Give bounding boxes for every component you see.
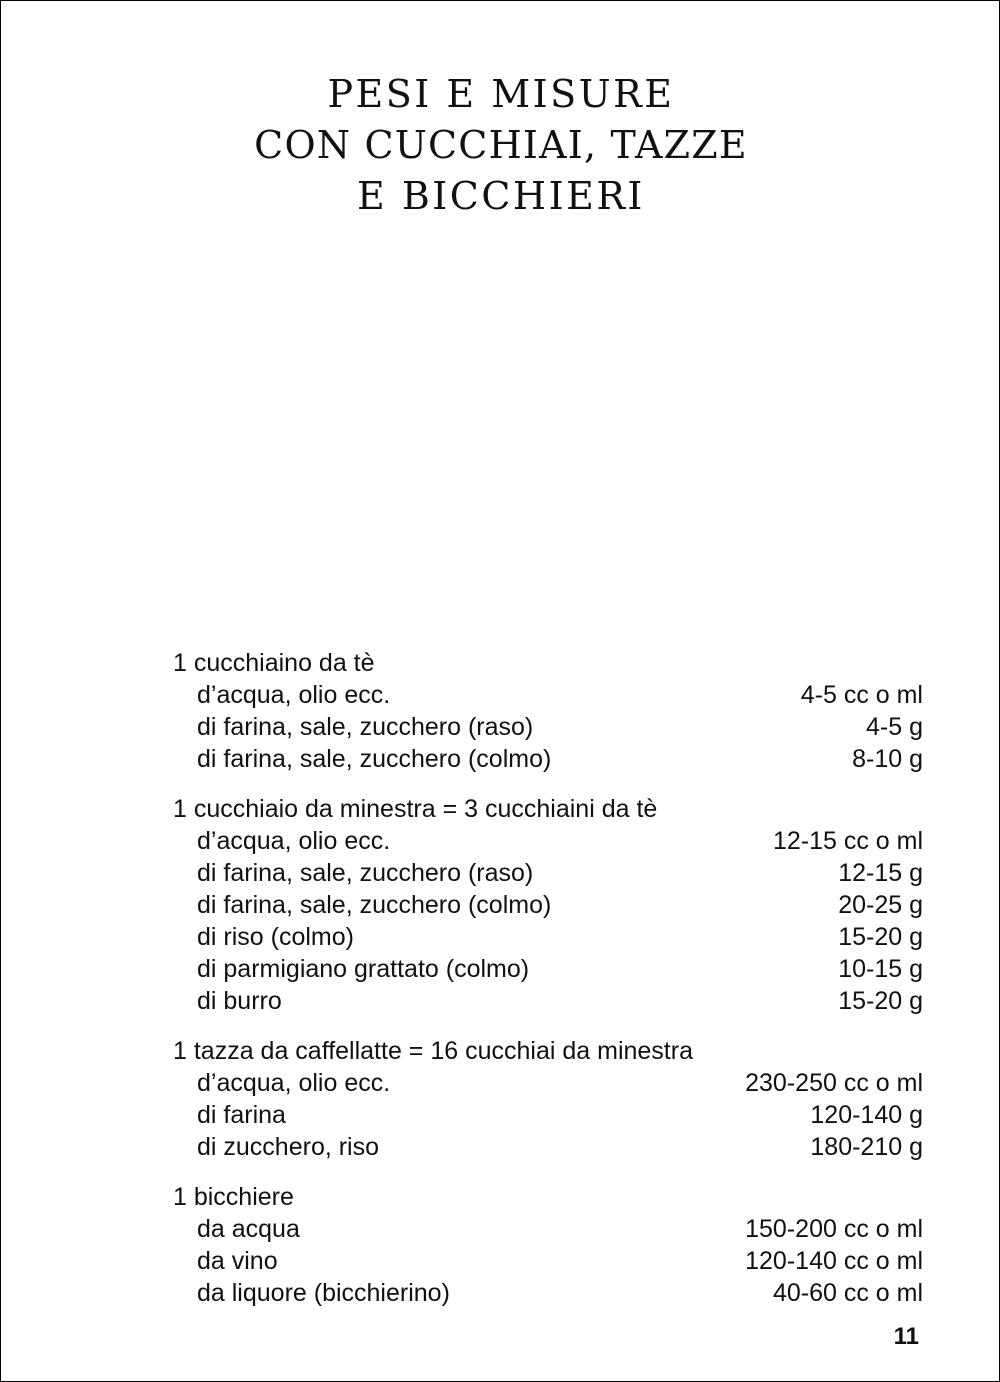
measure-label: d’acqua, olio ecc. (197, 1069, 391, 1097)
measure-value: 4-5 g (866, 713, 923, 741)
measure-label: da liquore (bicchierino) (197, 1279, 450, 1307)
measure-label: di farina, sale, zucchero (raso) (197, 859, 534, 887)
measure-row (173, 889, 923, 921)
measure-value: 120-140 cc o ml (745, 1247, 923, 1275)
measure-label: di farina (197, 1101, 286, 1129)
section-cucchiaio (173, 793, 923, 1017)
section-heading: 1 cucchiaino da tè (173, 649, 375, 677)
page-title (1, 69, 1000, 222)
measure-row (173, 1245, 923, 1277)
measure-value: 15-20 g (838, 987, 923, 1015)
measure-label: da vino (197, 1247, 278, 1275)
measure-value: 15-20 g (838, 923, 923, 951)
measure-label: di zucchero, riso (197, 1133, 380, 1161)
page-number: 11 (893, 1323, 919, 1350)
measure-row (173, 1277, 923, 1309)
measure-value: 8-10 g (852, 745, 923, 773)
measure-row (173, 825, 923, 857)
measure-row (173, 711, 923, 743)
title-line-1: PESI E MISURE (327, 72, 675, 116)
measures-list (173, 647, 923, 1327)
measure-row (173, 1213, 923, 1245)
measure-label: di farina, sale, zucchero (colmo) (197, 745, 552, 773)
measure-label: di burro (197, 987, 282, 1015)
measure-row (173, 953, 923, 985)
measure-label: di parmigiano grattato (colmo) (197, 955, 530, 983)
measure-row (173, 857, 923, 889)
measure-row (173, 985, 923, 1017)
measure-label: d’acqua, olio ecc. (197, 681, 391, 709)
section-tazza (173, 1035, 923, 1163)
section-heading: 1 tazza da caffellatte = 16 cucchiai da minestra (173, 1037, 693, 1065)
measure-value: 12-15 cc o ml (772, 827, 923, 855)
measure-value: 12-15 g (838, 859, 923, 887)
measure-value: 150-200 cc o ml (745, 1215, 923, 1243)
measure-value: 230-250 cc o ml (745, 1069, 923, 1097)
section-cucchiaino (173, 647, 923, 775)
title-line-2: CON CUCCHIAI, TAZZE (254, 123, 748, 167)
measure-row (173, 921, 923, 953)
section-heading: 1 cucchiaio da minestra = 3 cucchiaini da tè (173, 795, 658, 823)
measure-row (173, 1067, 923, 1099)
measure-value: 4-5 cc o ml (800, 681, 923, 709)
measure-label: di riso (colmo) (197, 923, 354, 951)
title-line-3: E BICCHIERI (357, 174, 645, 218)
measure-row (173, 679, 923, 711)
measure-label: di farina, sale, zucchero (raso) (197, 713, 534, 741)
measure-value: 40-60 cc o ml (772, 1279, 923, 1307)
measure-row (173, 743, 923, 775)
measure-label: di farina, sale, zucchero (colmo) (197, 891, 552, 919)
measure-value: 180-210 g (810, 1133, 923, 1161)
measure-value: 10-15 g (838, 955, 923, 983)
measure-row (173, 1131, 923, 1163)
measure-value: 20-25 g (838, 891, 923, 919)
measure-row (173, 1099, 923, 1131)
section-heading: 1 bicchiere (173, 1183, 294, 1211)
section-bicchiere (173, 1181, 923, 1309)
measure-label: d’acqua, olio ecc. (197, 827, 391, 855)
measure-value: 120-140 g (810, 1101, 923, 1129)
measure-label: da acqua (197, 1215, 300, 1243)
